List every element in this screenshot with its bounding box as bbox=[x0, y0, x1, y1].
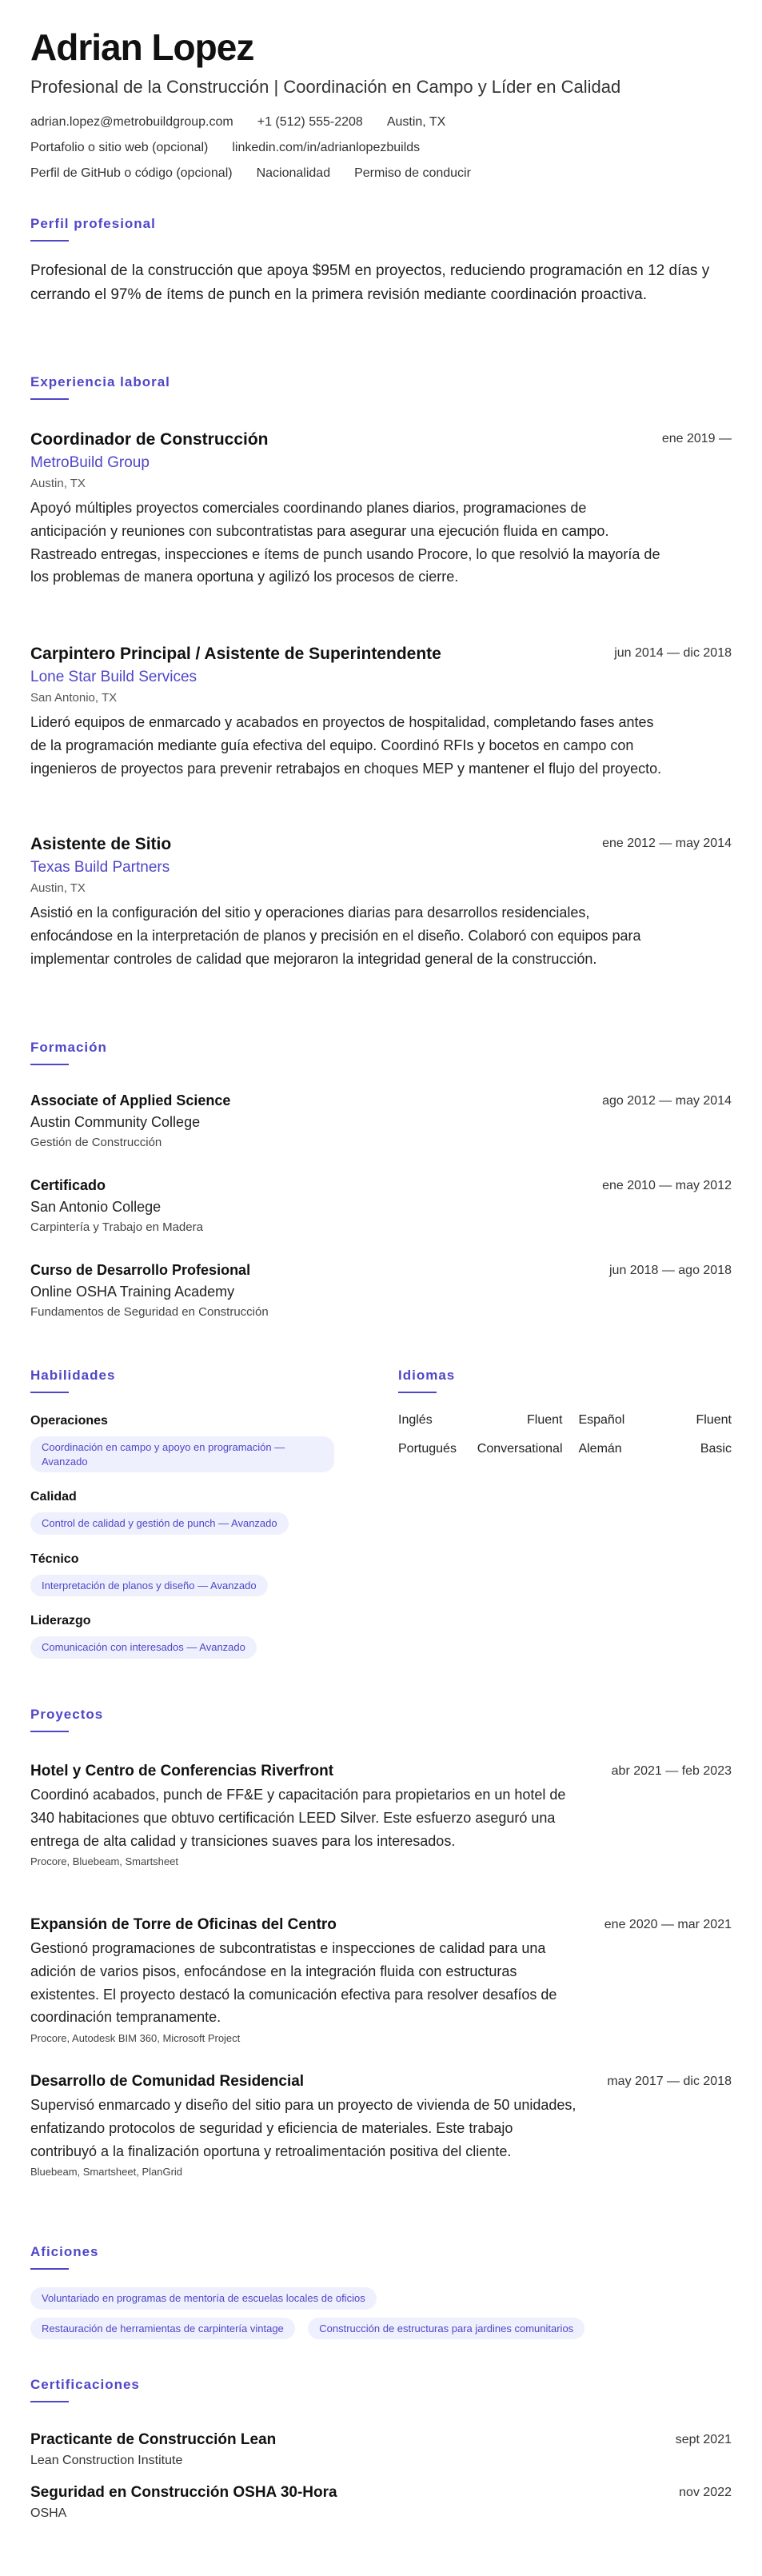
section-divider bbox=[30, 1064, 69, 1065]
job-company[interactable]: MetroBuild Group bbox=[30, 454, 150, 471]
project-tools: Bluebeam, Smartsheet, PlanGrid bbox=[30, 2166, 183, 2179]
language-row bbox=[398, 1435, 732, 1464]
section-title: Proyectos bbox=[30, 1707, 104, 1722]
contact-list bbox=[30, 115, 638, 181]
project-entry bbox=[30, 1916, 732, 2044]
project-dates: ene 2020 — mar 2021 bbox=[604, 1918, 732, 1931]
job-dates: ene 2012 — may 2014 bbox=[602, 837, 732, 850]
school: Online OSHA Training Academy bbox=[30, 1284, 235, 1300]
education-section bbox=[30, 1040, 732, 1065]
language-level: Fluent bbox=[527, 1413, 563, 1427]
section-title: Certificaciones bbox=[30, 2377, 140, 2392]
hobby-chip: Voluntariado en programas de mentoría de escuelas locales de oficios bbox=[30, 2287, 377, 2310]
job-dates: ene 2019 — bbox=[661, 432, 732, 445]
language-level: Conversational bbox=[477, 1442, 563, 1456]
certification-entry bbox=[30, 2484, 732, 2521]
section-title: Habilidades bbox=[30, 1368, 116, 1383]
education-entry bbox=[30, 1262, 732, 1319]
job-entry bbox=[30, 835, 732, 970]
job-company[interactable]: Texas Build Partners bbox=[30, 859, 170, 876]
language-level: Basic bbox=[700, 1442, 732, 1456]
drivers-license: Permiso de conducir bbox=[354, 166, 471, 181]
education-dates: jun 2018 — ago 2018 bbox=[608, 1264, 732, 1277]
section-divider bbox=[398, 1392, 437, 1393]
job-company[interactable]: Lone Star Build Services bbox=[30, 669, 197, 685]
section-divider bbox=[30, 2401, 69, 2402]
school: San Antonio College bbox=[30, 1199, 162, 1215]
project-description: Coordinó acabados, punch de FF&E y capacitación para propietarios en un hotel de 340 habitaciones que obtuvo certificación LEED Silver. Este esfuerzo aseguró una entrega de alta calidad y transiciones suaves para los interesados. bbox=[30, 1787, 566, 1849]
project-name: Hotel y Centro de Conferencias Riverfront bbox=[30, 1763, 334, 1779]
degree: Curso de Desarrollo Profesional bbox=[30, 1262, 251, 1278]
project-name: Desarrollo de Comunidad Residencial bbox=[30, 2073, 305, 2090]
section-title: Formación bbox=[30, 1040, 107, 1055]
summary-text: Profesional de la construcción que apoya $95M en proyectos, reduciendo programación en 12 días y cerrando el 97% de ítems de punch en la primera revisión mediante coordinación proactiva. bbox=[30, 262, 710, 304]
degree: Certificado bbox=[30, 1177, 106, 1193]
job-entry bbox=[30, 430, 732, 589]
skill-category-name: Operaciones bbox=[30, 1414, 108, 1428]
certifications-section bbox=[30, 2377, 732, 2402]
education-entry bbox=[30, 1092, 732, 1149]
job-location: Austin, TX bbox=[30, 881, 86, 895]
certification-issuer: Lean Construction Institute bbox=[30, 2454, 183, 2467]
skill-chip: Interpretación de planos y diseño — Avanzado bbox=[30, 1575, 268, 1597]
job-location: Austin, TX bbox=[30, 477, 86, 490]
hobby-chip: Restauración de herramientas de carpintería vintage bbox=[30, 2318, 295, 2340]
language-row bbox=[398, 1406, 732, 1435]
education-entry bbox=[30, 1177, 732, 1234]
job-title: Asistente de Sitio bbox=[30, 835, 172, 853]
skill-category bbox=[30, 1614, 398, 1659]
github-link[interactable]: Perfil de GitHub o código (opcional) bbox=[30, 166, 233, 181]
skill-category-name: Liderazgo bbox=[30, 1614, 91, 1628]
summary-section bbox=[30, 216, 732, 308]
languages-column bbox=[398, 1368, 732, 1659]
education-dates: ago 2012 — may 2014 bbox=[602, 1094, 732, 1108]
job-dates: jun 2014 — dic 2018 bbox=[614, 646, 732, 660]
headline: Profesional de la Construcción | Coordinación en Campo y Líder en Calidad bbox=[30, 77, 621, 97]
certification-entry bbox=[30, 2431, 732, 2468]
section-divider bbox=[30, 2268, 69, 2270]
language-name: Español bbox=[578, 1413, 625, 1427]
skill-category bbox=[30, 1490, 398, 1535]
skills-languages-section bbox=[30, 1368, 732, 1659]
skill-category bbox=[30, 1414, 398, 1472]
field-of-study: Fundamentos de Seguridad en Construcción bbox=[30, 1305, 269, 1319]
certification-issuer: OSHA bbox=[30, 2506, 67, 2520]
section-divider bbox=[30, 1392, 69, 1393]
project-dates: may 2017 — dic 2018 bbox=[607, 2075, 732, 2088]
hobbies-section bbox=[30, 2244, 732, 2339]
project-dates: abr 2021 — feb 2023 bbox=[611, 1764, 732, 1778]
field-of-study: Carpintería y Trabajo en Madera bbox=[30, 1220, 203, 1234]
field-of-study: Gestión de Construcción bbox=[30, 1136, 162, 1149]
skill-chip: Comunicación con interesados — Avanzado bbox=[30, 1636, 257, 1659]
email-link[interactable]: adrian.lopez@metrobuildgroup.com bbox=[30, 115, 233, 130]
experience-section bbox=[30, 374, 732, 400]
nationality: Nacionalidad bbox=[256, 166, 331, 181]
project-entry bbox=[30, 1763, 732, 1867]
job-description: Apoyó múltiples proyectos comerciales coordinando planes diarios, programaciones de anticipación y reuniones con subcontratistas para asegurar una ejecución fluida en campo. Rastreado entregas, inspecciones e ítems de punch usando Procore, lo que resolvió la mayoría de los problemas de manera oportuna y agilizó los procesos de cierre. bbox=[30, 500, 660, 585]
projects-section bbox=[30, 1707, 732, 1732]
language-name: Inglés bbox=[398, 1413, 433, 1427]
section-title: Aficiones bbox=[30, 2244, 99, 2259]
education-dates: ene 2010 — may 2012 bbox=[602, 1179, 732, 1192]
job-location: San Antonio, TX bbox=[30, 691, 118, 705]
project-entry bbox=[30, 2073, 732, 2178]
section-title: Experiencia laboral bbox=[30, 374, 170, 389]
hobby-list bbox=[30, 2287, 732, 2310]
section-divider bbox=[30, 240, 69, 242]
job-entry bbox=[30, 645, 732, 780]
project-description: Gestionó programaciones de subcontratistas e inspecciones de calidad para una adición de varios pisos, enfocándose en la integración fluida con estructuras existentes. El proyecto destacó la comunicación efectiva para resolver desafíos de coordinación tempranamente. bbox=[30, 1940, 557, 2026]
project-description: Supervisó enmarcado y diseño del sitio para un proyecto de vivienda de 50 unidades, enfatizando protocolos de seguridad y eficiencia de materiales. Este trabajo contribuyó a la finalización oportuna y retroalimentación positiva del cliente. bbox=[30, 2097, 576, 2159]
language-name: Alemán bbox=[578, 1442, 622, 1456]
section-divider bbox=[30, 1731, 69, 1732]
section-title: Idiomas bbox=[398, 1368, 456, 1383]
candidate-name: Adrian Lopez bbox=[30, 26, 254, 68]
hobby-chip: Construcción de estructuras para jardines comunitarios bbox=[308, 2318, 584, 2340]
certification-date: sept 2021 bbox=[675, 2433, 732, 2446]
phone-number[interactable]: +1 (512) 555-2208 bbox=[257, 115, 363, 130]
linkedin-link[interactable]: linkedin.com/in/adrianlopezbuilds bbox=[232, 141, 421, 155]
certification-name: Seguridad en Construcción OSHA 30-Hora bbox=[30, 2484, 337, 2501]
certification-name: Practicante de Construcción Lean bbox=[30, 2431, 277, 2448]
skill-category-name: Calidad bbox=[30, 1490, 77, 1504]
job-description: Asistió en la configuración del sitio y operaciones diarias para desarrollos residenciales, enfocándose en la interpretación de planos y precisión en el diseño. Colaboró con equipos para implementar controles de calidad que mejoraron la integridad general de la construcción. bbox=[30, 905, 641, 967]
language-level: Fluent bbox=[696, 1413, 732, 1427]
skill-category-name: Técnico bbox=[30, 1552, 79, 1566]
portfolio-link[interactable]: Portafolio o sitio web (opcional) bbox=[30, 141, 209, 155]
job-title: Carpintero Principal / Asistente de Superintendente bbox=[30, 645, 441, 663]
project-tools: Procore, Bluebeam, Smartsheet bbox=[30, 1855, 178, 1868]
hobby-list bbox=[30, 2318, 732, 2340]
skill-chip: Control de calidad y gestión de punch — Avanzado bbox=[30, 1512, 289, 1535]
section-title: Perfil profesional bbox=[30, 216, 156, 231]
degree: Associate of Applied Science bbox=[30, 1092, 231, 1108]
language-name: Portugués bbox=[398, 1442, 457, 1456]
location: Austin, TX bbox=[386, 115, 446, 130]
section-divider bbox=[30, 398, 69, 400]
school: Austin Community College bbox=[30, 1114, 201, 1130]
job-title: Coordinador de Construcción bbox=[30, 430, 269, 449]
certification-date: nov 2022 bbox=[679, 2486, 732, 2499]
skill-category bbox=[30, 1552, 398, 1597]
skill-chip: Coordinación en campo y apoyo en programación — Avanzado bbox=[30, 1436, 334, 1472]
skills-column bbox=[30, 1368, 398, 1659]
project-name: Expansión de Torre de Oficinas del Centro bbox=[30, 1916, 337, 1933]
job-description: Lideró equipos de enmarcado y acabados en proyectos de hospitalidad, completando fases antes de la programación mediante guía efectiva del equipo. Coordinó RFIs y bocetos en campo con ingenieros de proyectos para prevenir retrabajos en choques MEP y mantener el flujo del proyecto. bbox=[30, 714, 662, 777]
project-tools: Procore, Autodesk BIM 360, Microsoft Project bbox=[30, 2032, 241, 2045]
